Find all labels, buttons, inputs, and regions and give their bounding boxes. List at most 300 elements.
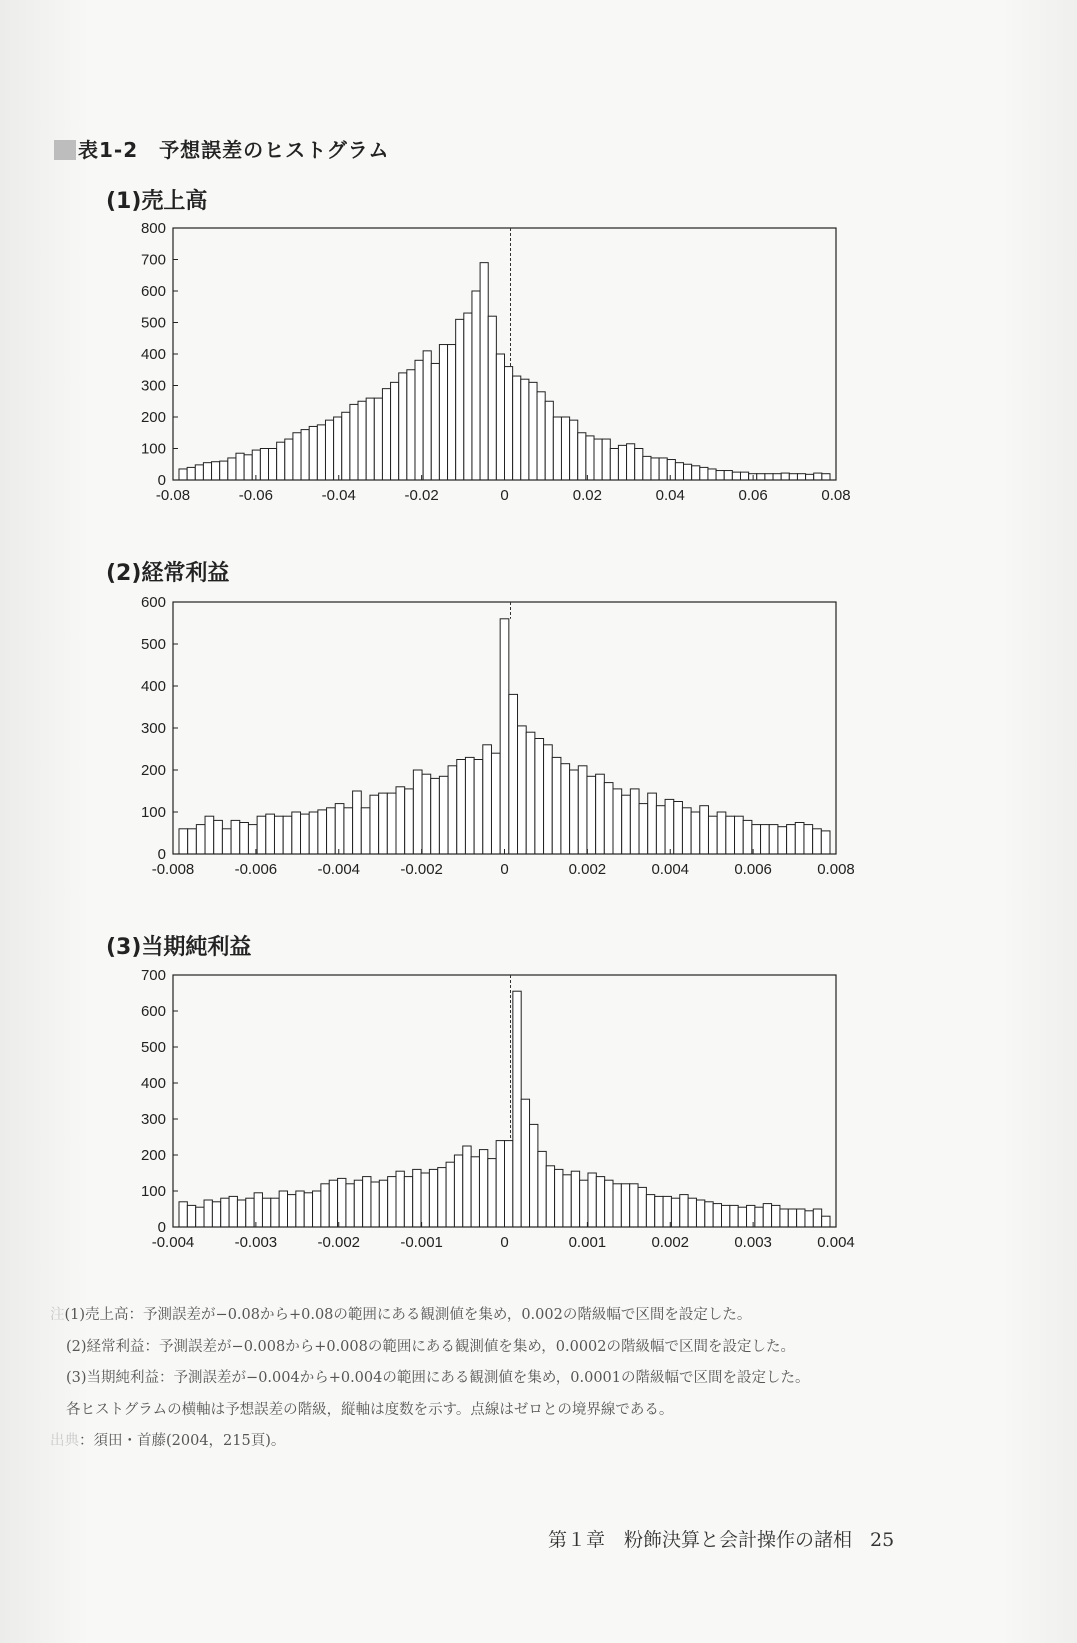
x-tick-label: -0.004 [317, 861, 361, 878]
histogram-bar [513, 991, 521, 1227]
histogram-bar [505, 367, 513, 480]
histogram-bar [271, 1198, 279, 1227]
x-tick-label: -0.008 [151, 861, 195, 878]
x-tick-label: -0.08 [155, 487, 191, 504]
histogram-bar [708, 816, 717, 854]
histogram-bar [212, 1202, 220, 1227]
histogram-bar [578, 766, 587, 854]
x-tick-label: 0 [500, 1234, 509, 1251]
histogram-bar [596, 1177, 604, 1227]
histogram-bar [457, 760, 466, 855]
histogram-bar [747, 1205, 755, 1227]
histogram-bar [797, 1209, 805, 1227]
x-tick-label: -0.002 [400, 861, 443, 878]
y-tick-label: 800 [140, 220, 166, 237]
y-tick-label: 0 [157, 472, 166, 489]
histogram-bar [778, 827, 787, 854]
histogram-bar [240, 823, 249, 855]
histogram-bar [656, 806, 665, 854]
y-tick-label: 600 [140, 1003, 166, 1020]
histogram-bar [688, 1198, 696, 1227]
histogram-bar [405, 789, 414, 854]
histogram-bar [431, 363, 439, 480]
histogram-bar [221, 1198, 229, 1227]
histogram-bar [456, 319, 464, 480]
histogram-bar [371, 1182, 379, 1227]
histogram-bar [396, 787, 405, 854]
histogram-bar [588, 1173, 596, 1227]
y-tick-label: 300 [140, 1111, 166, 1128]
histogram-bar [325, 420, 333, 480]
histogram-bar [659, 458, 667, 480]
source-prefix: 出典 [50, 1433, 79, 1449]
histogram-bar [530, 1124, 538, 1227]
histogram-bar [813, 1209, 821, 1227]
histogram-bar [439, 345, 447, 480]
x-tick-label: -0.003 [234, 1234, 278, 1251]
histogram-bar [439, 776, 448, 854]
histogram-bar [781, 473, 789, 480]
histogram-bar [780, 1209, 788, 1227]
figure-notes [50, 1300, 950, 1458]
x-tick-label: -0.001 [400, 1234, 443, 1251]
histogram-bar [342, 412, 350, 480]
histogram-bar [301, 430, 309, 480]
histogram-bar [618, 445, 626, 480]
y-tick-label: 400 [140, 346, 166, 363]
histogram-bar [413, 770, 422, 854]
histogram-bar [713, 1204, 721, 1227]
y-tick-label: 400 [140, 678, 166, 695]
histogram-bar [388, 1177, 396, 1227]
histogram-bar [787, 825, 796, 854]
histogram-bar [761, 825, 770, 854]
histogram-bar [605, 1180, 613, 1227]
histogram-bar [594, 439, 602, 480]
histogram-bar [655, 1196, 663, 1227]
page-footer [548, 1525, 894, 1552]
histogram-bar [521, 379, 529, 480]
histogram-bar [526, 732, 535, 854]
chart-ordinary-income-histogram [0, 594, 1077, 912]
histogram-bar [228, 458, 236, 480]
histogram-bar [464, 313, 472, 480]
histogram-bar [318, 810, 327, 854]
page-number: 25 [870, 1529, 895, 1551]
histogram-bar [546, 1166, 554, 1227]
chart-3-subtitle: (3)当期純利益 [106, 935, 252, 960]
histogram-bar [722, 1205, 730, 1227]
histogram-bar [555, 1169, 563, 1227]
histogram-bar [179, 829, 188, 854]
histogram-bar [635, 449, 643, 481]
histogram-bar [724, 471, 732, 480]
histogram-bar [285, 439, 293, 480]
histogram-bar [708, 469, 716, 480]
histogram-bar [570, 770, 579, 854]
y-tick-label: 500 [140, 314, 166, 332]
histogram-bar [479, 1150, 487, 1227]
histogram-bar [254, 1193, 262, 1227]
histogram-bar [387, 793, 396, 854]
histogram-bar [682, 808, 691, 854]
histogram-bar [220, 461, 228, 480]
histogram-bar [692, 466, 700, 480]
histogram-bar [236, 453, 244, 480]
histogram-bar [196, 1207, 204, 1227]
histogram-bar [358, 401, 366, 480]
histogram-bar [293, 433, 301, 480]
histogram-bar [738, 1207, 746, 1227]
histogram-bar [732, 472, 740, 480]
histogram-bar [350, 404, 358, 480]
x-tick-label: -0.02 [404, 487, 439, 504]
histogram-bar [301, 814, 310, 854]
histogram-bar [822, 474, 830, 480]
y-tick-label: 600 [140, 594, 166, 611]
histogram-bar [260, 449, 268, 481]
histogram-bar [529, 382, 537, 480]
source-text: ：須田・首藤(2004，215頁)。 [79, 1433, 286, 1449]
x-tick-label: 0.04 [655, 487, 685, 504]
histogram-bar [580, 1180, 588, 1227]
histogram-bar [327, 808, 336, 854]
chapter-title: 第１章 粉飾決算と会計操作の諸相 [548, 1529, 853, 1551]
histogram-bar [279, 1191, 287, 1227]
histogram-bar [421, 1173, 429, 1227]
histogram-bar [188, 829, 197, 854]
histogram-bar [474, 760, 483, 855]
histogram-bar [304, 1193, 312, 1227]
y-tick-label: 700 [140, 967, 166, 984]
histogram-bar [415, 360, 423, 480]
histogram-bar [740, 472, 748, 480]
histogram-bar [553, 417, 561, 480]
note-2: (2)経常利益：予測誤差が−0.008から+0.008の範囲にある観測値を集め，0.0002の階級幅で区間を設定した。 [66, 1338, 796, 1355]
histogram-bar [535, 739, 544, 855]
note-1-text: (1)売上高：予測誤差が−0.08から+0.08の範囲にある観測値を集め，0.002の階級幅で区間を設定した。 [64, 1307, 752, 1323]
histogram-bar [675, 463, 683, 480]
x-tick-label: -0.004 [151, 1234, 195, 1251]
histogram-bar [537, 392, 545, 480]
histogram-bar [396, 1171, 404, 1227]
y-tick-label: 200 [140, 409, 166, 426]
histogram-bar [363, 1177, 371, 1227]
histogram-bar [596, 774, 605, 854]
histogram-bar [639, 804, 648, 854]
histogram-bar [465, 757, 474, 854]
histogram-bar [382, 389, 390, 480]
chart-sales-histogram [0, 220, 1077, 538]
histogram-bar [806, 474, 814, 480]
histogram-bar [505, 1141, 513, 1227]
histogram-bar [448, 766, 457, 854]
figure-label-mark [54, 140, 76, 160]
histogram-bar [822, 1216, 830, 1227]
histogram-bar [630, 1184, 638, 1227]
source-note [50, 1426, 950, 1458]
histogram-bar [361, 808, 370, 854]
histogram-bar [684, 464, 692, 480]
histogram-bar [630, 789, 639, 854]
histogram-bar [696, 1200, 704, 1227]
x-tick-label: 0.003 [734, 1234, 772, 1251]
chart-2-subtitle: (2)経常利益 [106, 561, 230, 586]
histogram-bar [203, 463, 211, 480]
histogram-bar [329, 1180, 337, 1227]
histogram-bar [334, 417, 342, 480]
histogram-bar [454, 1155, 462, 1227]
histogram-bar [257, 816, 266, 854]
chart-net-income-histogram [0, 967, 1077, 1285]
histogram-bar [604, 783, 613, 854]
histogram-bar [179, 469, 187, 480]
x-tick-label: 0.06 [738, 487, 768, 504]
histogram-bar [795, 823, 804, 855]
histogram-bar [621, 1184, 629, 1227]
y-tick-label: 100 [140, 440, 166, 458]
chart-1-subtitle: (1)売上高 [106, 189, 208, 214]
x-tick-label: 0.006 [734, 861, 772, 878]
histogram-bar [269, 449, 277, 481]
histogram-bar [613, 1184, 621, 1227]
y-tick-label: 600 [140, 283, 166, 300]
y-tick-label: 200 [140, 762, 166, 779]
histogram-bar [797, 474, 805, 480]
histogram-bar [500, 619, 509, 854]
histogram-bar [404, 1177, 412, 1227]
histogram-bar [187, 1205, 195, 1227]
histogram-bar [804, 825, 813, 854]
histogram-bar [571, 1171, 579, 1227]
histogram-bar [561, 764, 570, 854]
histogram-bar [429, 1169, 437, 1227]
histogram-bar [205, 816, 214, 854]
histogram-bar [379, 1180, 387, 1227]
histogram-bar [309, 426, 317, 480]
histogram-bar [446, 1162, 454, 1227]
histogram-bar [563, 1175, 571, 1227]
histogram-bar [274, 816, 283, 854]
histogram-bar [338, 1178, 346, 1227]
histogram-bar [638, 1187, 646, 1227]
histogram-bar [755, 1207, 763, 1227]
histogram-bar [335, 804, 344, 854]
figure-title [54, 134, 390, 163]
histogram-bar [346, 1184, 354, 1227]
histogram-bar [538, 1151, 546, 1227]
histogram-bar [726, 816, 735, 854]
histogram-bar [244, 455, 252, 480]
histogram-bar [680, 1195, 688, 1227]
histogram-bar [370, 795, 379, 854]
histogram-bar [602, 439, 610, 480]
x-tick-label: -0.006 [234, 861, 278, 878]
histogram-bar [288, 1195, 296, 1227]
histogram-bar [187, 467, 195, 480]
histogram-bar [196, 825, 205, 854]
histogram-bar [643, 456, 651, 480]
histogram-bar [483, 745, 492, 854]
histogram-bar [667, 460, 675, 480]
note-4: 各ヒストグラムの横軸は予想誤差の階級，縦軸は度数を示す。点線はゼロとの境界線である。 [66, 1401, 674, 1418]
histogram-bar [222, 829, 231, 854]
histogram-bar [204, 1200, 212, 1227]
histogram-bar [480, 263, 488, 480]
histogram-bar [674, 802, 683, 855]
histogram-bar [769, 825, 778, 854]
histogram-bar [513, 376, 521, 480]
histogram-bar [491, 753, 500, 854]
histogram-bar [374, 398, 382, 480]
y-tick-label: 400 [140, 1075, 166, 1092]
x-tick-label: 0 [500, 861, 509, 878]
histogram-bar [246, 1198, 254, 1227]
histogram-bar [438, 1168, 446, 1227]
histogram-bar [671, 1198, 679, 1227]
histogram-bar [179, 1202, 187, 1227]
histogram-bar [391, 382, 399, 480]
histogram-bar [814, 473, 822, 480]
histogram-bar [587, 776, 596, 854]
histogram-bar [730, 1205, 738, 1227]
histogram-bar [262, 1198, 270, 1227]
histogram-bar [413, 1169, 421, 1227]
y-tick-label: 0 [157, 1219, 166, 1236]
histogram-bar [561, 417, 569, 480]
histogram-bar [700, 467, 708, 480]
histogram-bar [545, 401, 553, 480]
histogram-bar [700, 806, 709, 854]
x-tick-label: 0 [500, 487, 509, 504]
x-tick-label: 0.004 [651, 861, 690, 878]
x-tick-label: 0.002 [568, 861, 607, 878]
figure-title-text: 表1-2 予想誤差のヒストグラム [78, 138, 390, 162]
y-tick-label: 100 [140, 804, 166, 821]
x-tick-label: 0.001 [568, 1234, 607, 1251]
note-prefix: 注 [50, 1307, 65, 1323]
histogram-bar [399, 373, 407, 480]
histogram-bar [717, 812, 726, 854]
histogram-bar [407, 370, 415, 480]
histogram-bar [757, 474, 765, 480]
x-tick-label: 0.002 [651, 1234, 690, 1251]
histogram-bar [622, 795, 631, 854]
histogram-bar [366, 398, 374, 480]
histogram-bar [309, 812, 318, 854]
histogram-bar [431, 778, 440, 854]
histogram-bar [521, 1099, 529, 1227]
histogram-bar [789, 474, 797, 480]
histogram-bar [212, 462, 220, 480]
histogram-bar [651, 458, 659, 480]
histogram-bar [570, 420, 578, 480]
histogram-bar [237, 1200, 245, 1227]
histogram-bar [313, 1191, 321, 1227]
histogram-bar [354, 1180, 362, 1227]
histogram-bar [821, 831, 830, 854]
y-tick-label: 300 [140, 377, 166, 395]
histogram-bar [578, 433, 586, 480]
histogram-bar [353, 791, 362, 854]
y-tick-label: 700 [140, 251, 166, 269]
histogram-bar [765, 474, 773, 480]
x-tick-label: 0.008 [817, 861, 855, 878]
histogram-bar [296, 1191, 304, 1227]
histogram-bar [379, 793, 388, 854]
y-tick-label: 300 [140, 720, 166, 737]
x-tick-label: 0.004 [817, 1234, 855, 1251]
histogram-bar [448, 345, 456, 480]
histogram-bar [423, 351, 431, 480]
histogram-bar [665, 799, 674, 854]
histogram-bar [496, 354, 504, 480]
histogram-bar [266, 814, 275, 854]
x-tick-label: -0.04 [321, 487, 356, 504]
histogram-bar [813, 829, 822, 854]
histogram-bar [716, 471, 724, 480]
note-3: (3)当期純利益：予測誤差が−0.004から+0.004の範囲にある観測値を集め，0.0001の階級幅で区間を設定した。 [66, 1370, 810, 1386]
histogram-bar [627, 444, 635, 480]
histogram-bar [705, 1202, 713, 1227]
histogram-bar [552, 757, 561, 854]
histogram-bar [277, 442, 285, 480]
histogram-bar [646, 1195, 654, 1227]
histogram-bar [422, 774, 431, 854]
histogram-bar [509, 694, 518, 854]
histogram-bar [610, 449, 618, 481]
histogram-bar [344, 808, 353, 854]
y-tick-label: 100 [140, 1183, 166, 1200]
histogram-bar [321, 1184, 329, 1227]
histogram-bar [772, 1205, 780, 1227]
histogram-bar [544, 745, 553, 854]
histogram-bar [743, 820, 752, 854]
histogram-bar [805, 1211, 813, 1227]
x-tick-label: -0.06 [238, 487, 273, 504]
histogram-bar [773, 474, 781, 480]
histogram-bar [283, 816, 292, 854]
histogram-bar [471, 1157, 479, 1227]
histogram-bar [496, 1141, 504, 1227]
y-tick-label: 200 [140, 1147, 166, 1164]
histogram-bar [229, 1196, 237, 1227]
histogram-bar [195, 465, 203, 480]
histogram-bar [648, 793, 657, 854]
y-tick-label: 0 [157, 846, 166, 863]
histogram-bar [788, 1209, 796, 1227]
histogram-bar [691, 812, 700, 854]
y-tick-label: 500 [140, 636, 166, 653]
histogram-bar [586, 436, 594, 480]
x-tick-label: 0.08 [821, 487, 851, 504]
histogram-bar [463, 1146, 471, 1227]
histogram-bar [472, 291, 480, 480]
histogram-bar [488, 1159, 496, 1227]
histogram-bar [763, 1204, 771, 1227]
histogram-bar [518, 726, 527, 854]
histogram-bar [231, 820, 240, 854]
histogram-bar [317, 425, 325, 480]
x-tick-label: -0.002 [317, 1234, 361, 1251]
histogram-bar [488, 316, 496, 480]
histogram-bar [613, 789, 622, 854]
y-tick-label: 500 [140, 1039, 166, 1056]
histogram-bar [292, 812, 301, 854]
x-tick-label: 0.02 [572, 487, 602, 504]
note-1 [50, 1300, 950, 1332]
histogram-bar [214, 820, 223, 854]
